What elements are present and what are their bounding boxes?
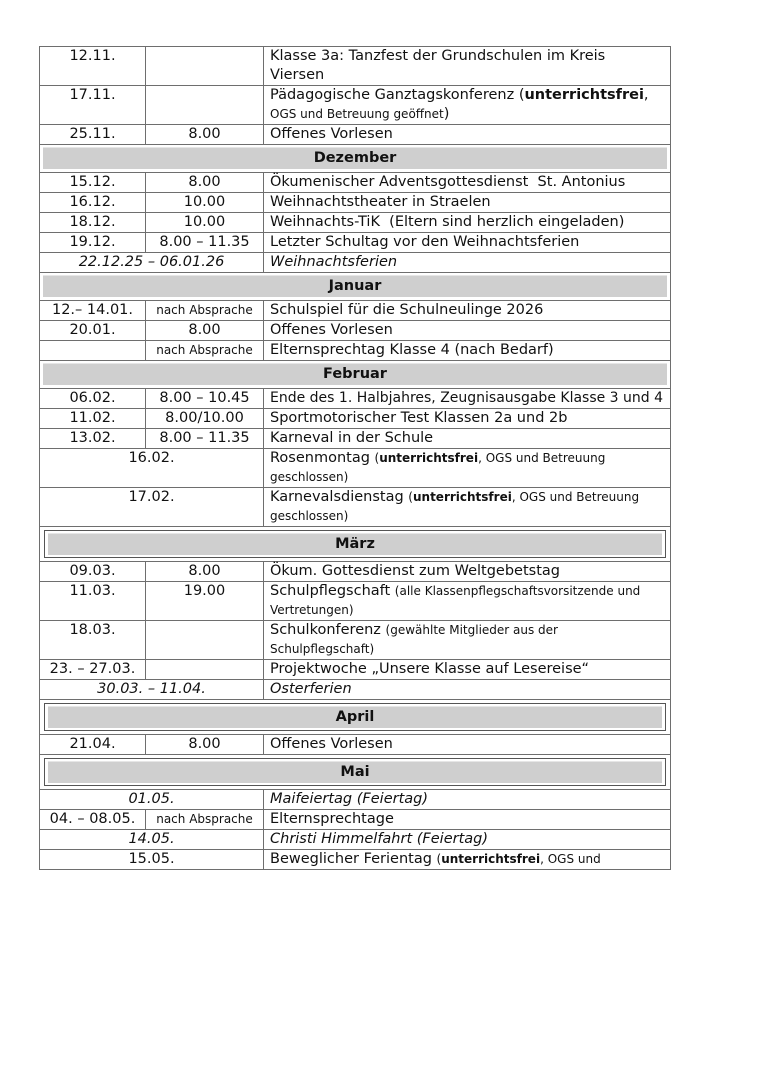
- description-cell: Offenes Vorlesen: [264, 735, 671, 755]
- table-row: [40, 389, 671, 409]
- month-header: Dezember: [43, 147, 667, 169]
- note-text: (gewählte Mitglieder aus der Schulpflegschaft): [270, 623, 558, 656]
- table-row: [40, 621, 671, 660]
- table-row: [40, 193, 671, 213]
- time-cell: 8.00 – 10.45: [146, 389, 264, 409]
- date-cell: 01.05.: [40, 790, 264, 810]
- description-cell: Maifeiertag (Feiertag): [264, 790, 671, 810]
- description-cell: Karnevalsdienstag (unterrichtsfrei, OGS und Betreuung geschlossen): [264, 488, 671, 527]
- date-cell: 11.03.: [40, 582, 146, 621]
- description-text: Rosenmontag: [270, 450, 370, 466]
- time-cell: 8.00: [146, 562, 264, 582]
- time-cell: nach Absprache: [146, 301, 264, 321]
- description-cell: Projektwoche „Unsere Klasse auf Lesereise“: [264, 660, 671, 680]
- note-text: OGS und: [547, 852, 601, 866]
- month-header-row: [40, 755, 671, 790]
- description-text: Beweglicher Ferientag: [270, 851, 432, 867]
- time-cell: nach Absprache: [146, 810, 264, 830]
- month-header: Januar: [43, 275, 667, 297]
- date-cell: [40, 341, 146, 361]
- date-cell: 18.03.: [40, 621, 146, 660]
- description-cell: Elternsprechtage: [264, 810, 671, 830]
- time-cell: nach Absprache: [146, 341, 264, 361]
- description-cell: Klasse 3a: Tanzfest der Grundschulen im Kreis Viersen: [264, 47, 671, 86]
- table-row: [40, 173, 671, 193]
- table-row: [40, 47, 671, 86]
- description-text: Schulkonferenz: [270, 622, 381, 638]
- time-cell: 10.00: [146, 213, 264, 233]
- description-cell: Weihnachtstheater in Straelen: [264, 193, 671, 213]
- date-cell: 20.01.: [40, 321, 146, 341]
- date-cell: 19.12.: [40, 233, 146, 253]
- bold-note: unterrichtsfrei: [412, 490, 512, 504]
- table-row: [40, 301, 671, 321]
- description-cell: [264, 621, 671, 660]
- description-cell: Sportmotorischer Test Klassen 2a und 2b: [264, 409, 671, 429]
- table-row: [40, 233, 671, 253]
- description-text: Pädagogische Ganztagskonferenz (: [270, 87, 525, 103]
- date-cell: 17.11.: [40, 86, 146, 125]
- month-header: Februar: [43, 363, 667, 385]
- table-row: [40, 86, 671, 125]
- table-row: [40, 213, 671, 233]
- description-cell: Letzter Schultag vor den Weihnachtsferien: [264, 233, 671, 253]
- holiday-row: [40, 790, 671, 810]
- description-cell: [264, 86, 671, 125]
- date-cell: 25.11.: [40, 125, 146, 145]
- description-cell: Offenes Vorlesen: [264, 125, 671, 145]
- description-cell: Weihnachtsferien: [264, 253, 671, 273]
- month-header-row: [40, 145, 671, 173]
- date-cell: 06.02.: [40, 389, 146, 409]
- description-cell: Karneval in der Schule: [264, 429, 671, 449]
- table-row: [40, 562, 671, 582]
- description-text: Schulpflegschaft: [270, 583, 391, 599]
- date-cell: 13.02.: [40, 429, 146, 449]
- month-header-row: [40, 273, 671, 301]
- note-text: OGS und Betreuung geschlossen): [270, 490, 640, 523]
- bold-note: unterrichtsfrei: [524, 87, 644, 103]
- table-row: [40, 125, 671, 145]
- date-cell: 15.05.: [40, 850, 264, 870]
- bold-note: unterrichtsfrei: [441, 852, 541, 866]
- table-row: [40, 321, 671, 341]
- description-cell: Offenes Vorlesen: [264, 321, 671, 341]
- time-cell: 19.00: [146, 582, 264, 621]
- time-cell: [146, 86, 264, 125]
- date-cell: 11.02.: [40, 409, 146, 429]
- description-cell: Ökumenischer Adventsgottesdienst St. Antonius: [264, 173, 671, 193]
- holiday-row: [40, 680, 671, 700]
- paren: ): [443, 106, 450, 122]
- bold-note: unterrichtsfrei: [379, 451, 479, 465]
- month-header: Mai: [48, 761, 662, 783]
- table-row: [40, 582, 671, 621]
- time-cell: [146, 660, 264, 680]
- description-cell: Weihnachts-TiK (Eltern sind herzlich eingeladen): [264, 213, 671, 233]
- time-cell: 8.00/10.00: [146, 409, 264, 429]
- month-header-row: [40, 361, 671, 389]
- date-cell: 21.04.: [40, 735, 146, 755]
- date-cell: 04. – 08.05.: [40, 810, 146, 830]
- time-cell: 8.00: [146, 321, 264, 341]
- date-cell: 16.02.: [40, 449, 264, 488]
- time-cell: 8.00 – 11.35: [146, 429, 264, 449]
- month-header: März: [48, 533, 662, 555]
- table-row: [40, 488, 671, 527]
- date-cell: 30.03. – 11.04.: [40, 680, 264, 700]
- time-cell: [146, 621, 264, 660]
- description-cell: Schulspiel für die Schulneulinge 2026: [264, 301, 671, 321]
- table-row: [40, 341, 671, 361]
- description-cell: Elternsprechtag Klasse 4 (nach Bedarf): [264, 341, 671, 361]
- schedule-table: [39, 46, 671, 870]
- time-cell: 10.00: [146, 193, 264, 213]
- date-cell: 15.12.: [40, 173, 146, 193]
- comma: ,: [643, 87, 649, 103]
- table-row: [40, 735, 671, 755]
- date-cell: 22.12.25 – 06.01.26: [40, 253, 264, 273]
- description-cell: Osterferien: [264, 680, 671, 700]
- time-cell: 8.00: [146, 173, 264, 193]
- month-header-row: [40, 700, 671, 735]
- note-text: (alle Klassenpflegschaftsvorsitzende und Vertretungen): [270, 584, 641, 617]
- date-cell: 09.03.: [40, 562, 146, 582]
- table-row: [40, 429, 671, 449]
- date-cell: 17.02.: [40, 488, 264, 527]
- date-cell: 12.– 14.01.: [40, 301, 146, 321]
- date-cell: 14.05.: [40, 830, 264, 850]
- date-cell: 18.12.: [40, 213, 146, 233]
- month-header-row: [40, 527, 671, 562]
- time-cell: 8.00 – 11.35: [146, 233, 264, 253]
- time-cell: [146, 47, 264, 86]
- note-text: OGS und Betreuung geöffnet: [270, 107, 444, 121]
- table-row: [40, 850, 671, 870]
- description-cell: [264, 582, 671, 621]
- time-cell: 8.00: [146, 125, 264, 145]
- table-row: [40, 810, 671, 830]
- date-cell: 16.12.: [40, 193, 146, 213]
- description-text: Karnevalsdienstag: [270, 489, 404, 505]
- date-cell: 12.11.: [40, 47, 146, 86]
- month-header: April: [48, 706, 662, 728]
- description-cell: Beweglicher Ferientag (unterrichtsfrei, OGS und: [264, 850, 671, 870]
- table-row: [40, 449, 671, 488]
- description-cell: Ende des 1. Halbjahres, Zeugnisausgabe Klasse 3 und 4: [264, 389, 671, 409]
- description-cell: Ökum. Gottesdienst zum Weltgebetstag: [264, 562, 671, 582]
- description-cell: Christi Himmelfahrt (Feiertag): [264, 830, 671, 850]
- holiday-row: [40, 830, 671, 850]
- holiday-row: [40, 253, 671, 273]
- time-cell: 8.00: [146, 735, 264, 755]
- note-text: OGS und Betreuung geschlossen): [270, 451, 606, 484]
- date-cell: 23. – 27.03.: [40, 660, 146, 680]
- table-row: [40, 409, 671, 429]
- table-row: [40, 660, 671, 680]
- description-cell: Rosenmontag (unterrichtsfrei, OGS und Betreuung geschlossen): [264, 449, 671, 488]
